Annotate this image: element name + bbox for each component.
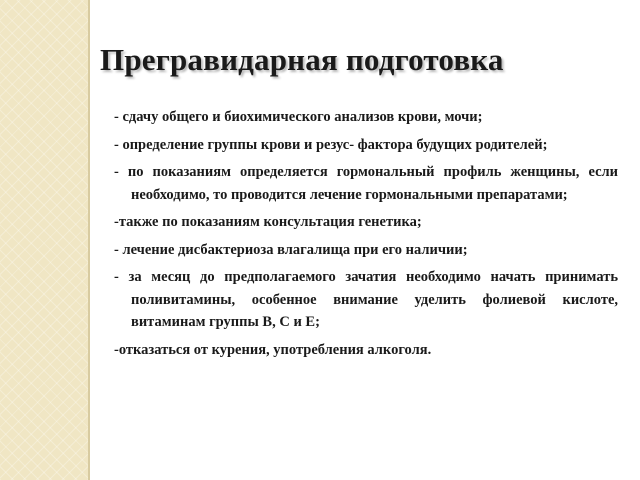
strip-divider (88, 0, 90, 480)
list-item: -также по показаниям консультация генетика; (114, 214, 422, 230)
decorative-left-strip (0, 0, 88, 480)
list-item: - определение группы крови и резус- фактора будущих родителей; (114, 136, 548, 153)
slide-title: Прегравидарная подготовка (100, 42, 504, 77)
list-item: - сдачу общего и биохимического анализов крови, мочи; (114, 109, 483, 125)
list-item: -отказаться от курения, употребления алкоголя. (114, 341, 432, 358)
content-list (114, 106, 618, 366)
list-item: - по показаниям определяется гормональный профиль женщины, если необходимо, то проводится лечение гормональными препаратами; (114, 164, 618, 203)
list-item: - лечение дисбактериоза влагалища при его наличии; (114, 241, 468, 258)
list-item: - за месяц до предполагаемого зачатия необходимо начать принимать поливитамины, особенное внимание уделить фолиевой кислоте, витаминам группы В, С и Е; (114, 269, 618, 330)
